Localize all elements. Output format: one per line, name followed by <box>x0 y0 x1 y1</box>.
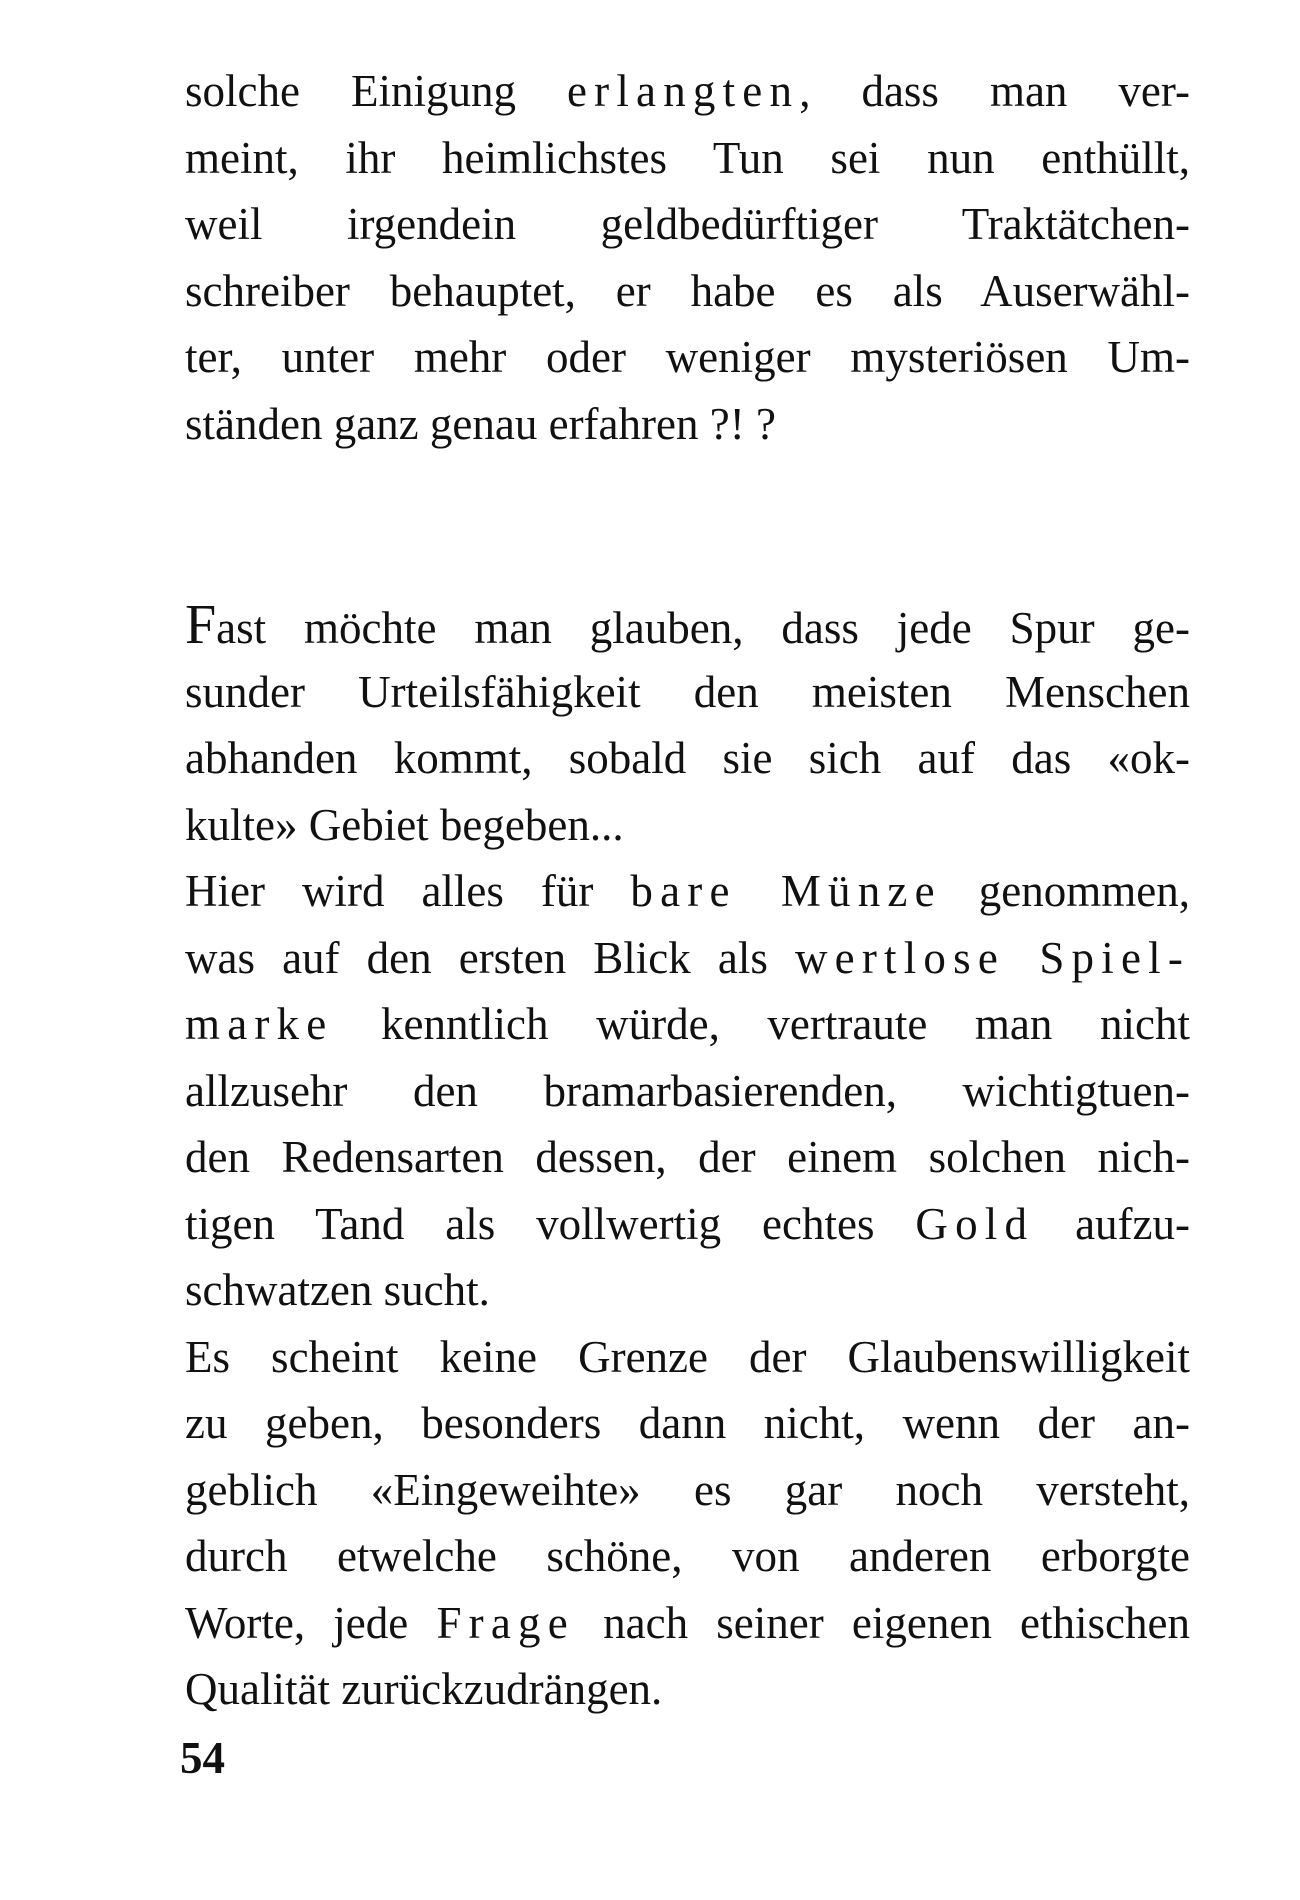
text-line: den Redensarten dessen, der einem solchen nich- <box>185 1132 1190 1182</box>
text-line: abhanden kommt, sobald sie sich auf das «ok- <box>185 733 1190 783</box>
paragraph-2 <box>185 592 1190 1723</box>
text-line: durch etwelche schöne, von anderen erborgte <box>185 1531 1190 1581</box>
text-line: schreiber behauptet, er habe es als Auserwähl- <box>185 265 1190 316</box>
text-line: Hier wird alles für bare Münze genommen, <box>185 866 1191 916</box>
text-line: Fast möchte man glauben, dass jede Spur ge- <box>185 594 1190 656</box>
paragraph-gap <box>185 457 1190 592</box>
initial-letter: F <box>185 594 217 656</box>
text-line: geblich «Eingeweihte» es gar noch versteht, <box>185 1464 1190 1515</box>
text-line: allzusehr den bramarbasierenden, wichtigtuen- <box>185 1065 1190 1116</box>
text-line: ständen ganz genau erfahren ?! ? <box>185 398 776 449</box>
page-number: 54 <box>180 1733 225 1783</box>
text-line: kulte» Gebiet begeben... <box>185 799 624 850</box>
text-line: marke kenntlich würde, vertraute man nicht <box>185 999 1190 1049</box>
text-line: tigen Tand als vollwertig echtes Gold aufzu- <box>185 1198 1191 1249</box>
text-line: Es scheint keine Grenze der Glaubenswilligkeit <box>185 1331 1190 1382</box>
text-line: ter, unter mehr oder weniger mysteriösen Um- <box>185 332 1190 382</box>
text-line: Worte, jede Frage nach seiner eigenen ethischen <box>185 1597 1190 1648</box>
text-line: meint, ihr heimlichstes Tun sei nun enthüllt, <box>185 132 1190 183</box>
text-line: was auf den ersten Blick als wertlose Spiel- <box>185 932 1191 983</box>
text-line: schwatzen sucht. <box>185 1265 490 1315</box>
page-body <box>185 58 1190 1723</box>
text-line: weil irgendein geldbedürftiger Traktätchen- <box>185 199 1190 249</box>
text-line: Qualität zurückzudrängen. <box>185 1664 663 1714</box>
text-line: zu geben, besonders dann nicht, wenn der an- <box>185 1398 1190 1448</box>
paragraph-1 <box>185 58 1190 457</box>
text-line: sunder Urteilsfähigkeit den meisten Menschen <box>185 666 1190 717</box>
text-line: solche Einigung erlangten, dass man ver- <box>185 66 1190 116</box>
